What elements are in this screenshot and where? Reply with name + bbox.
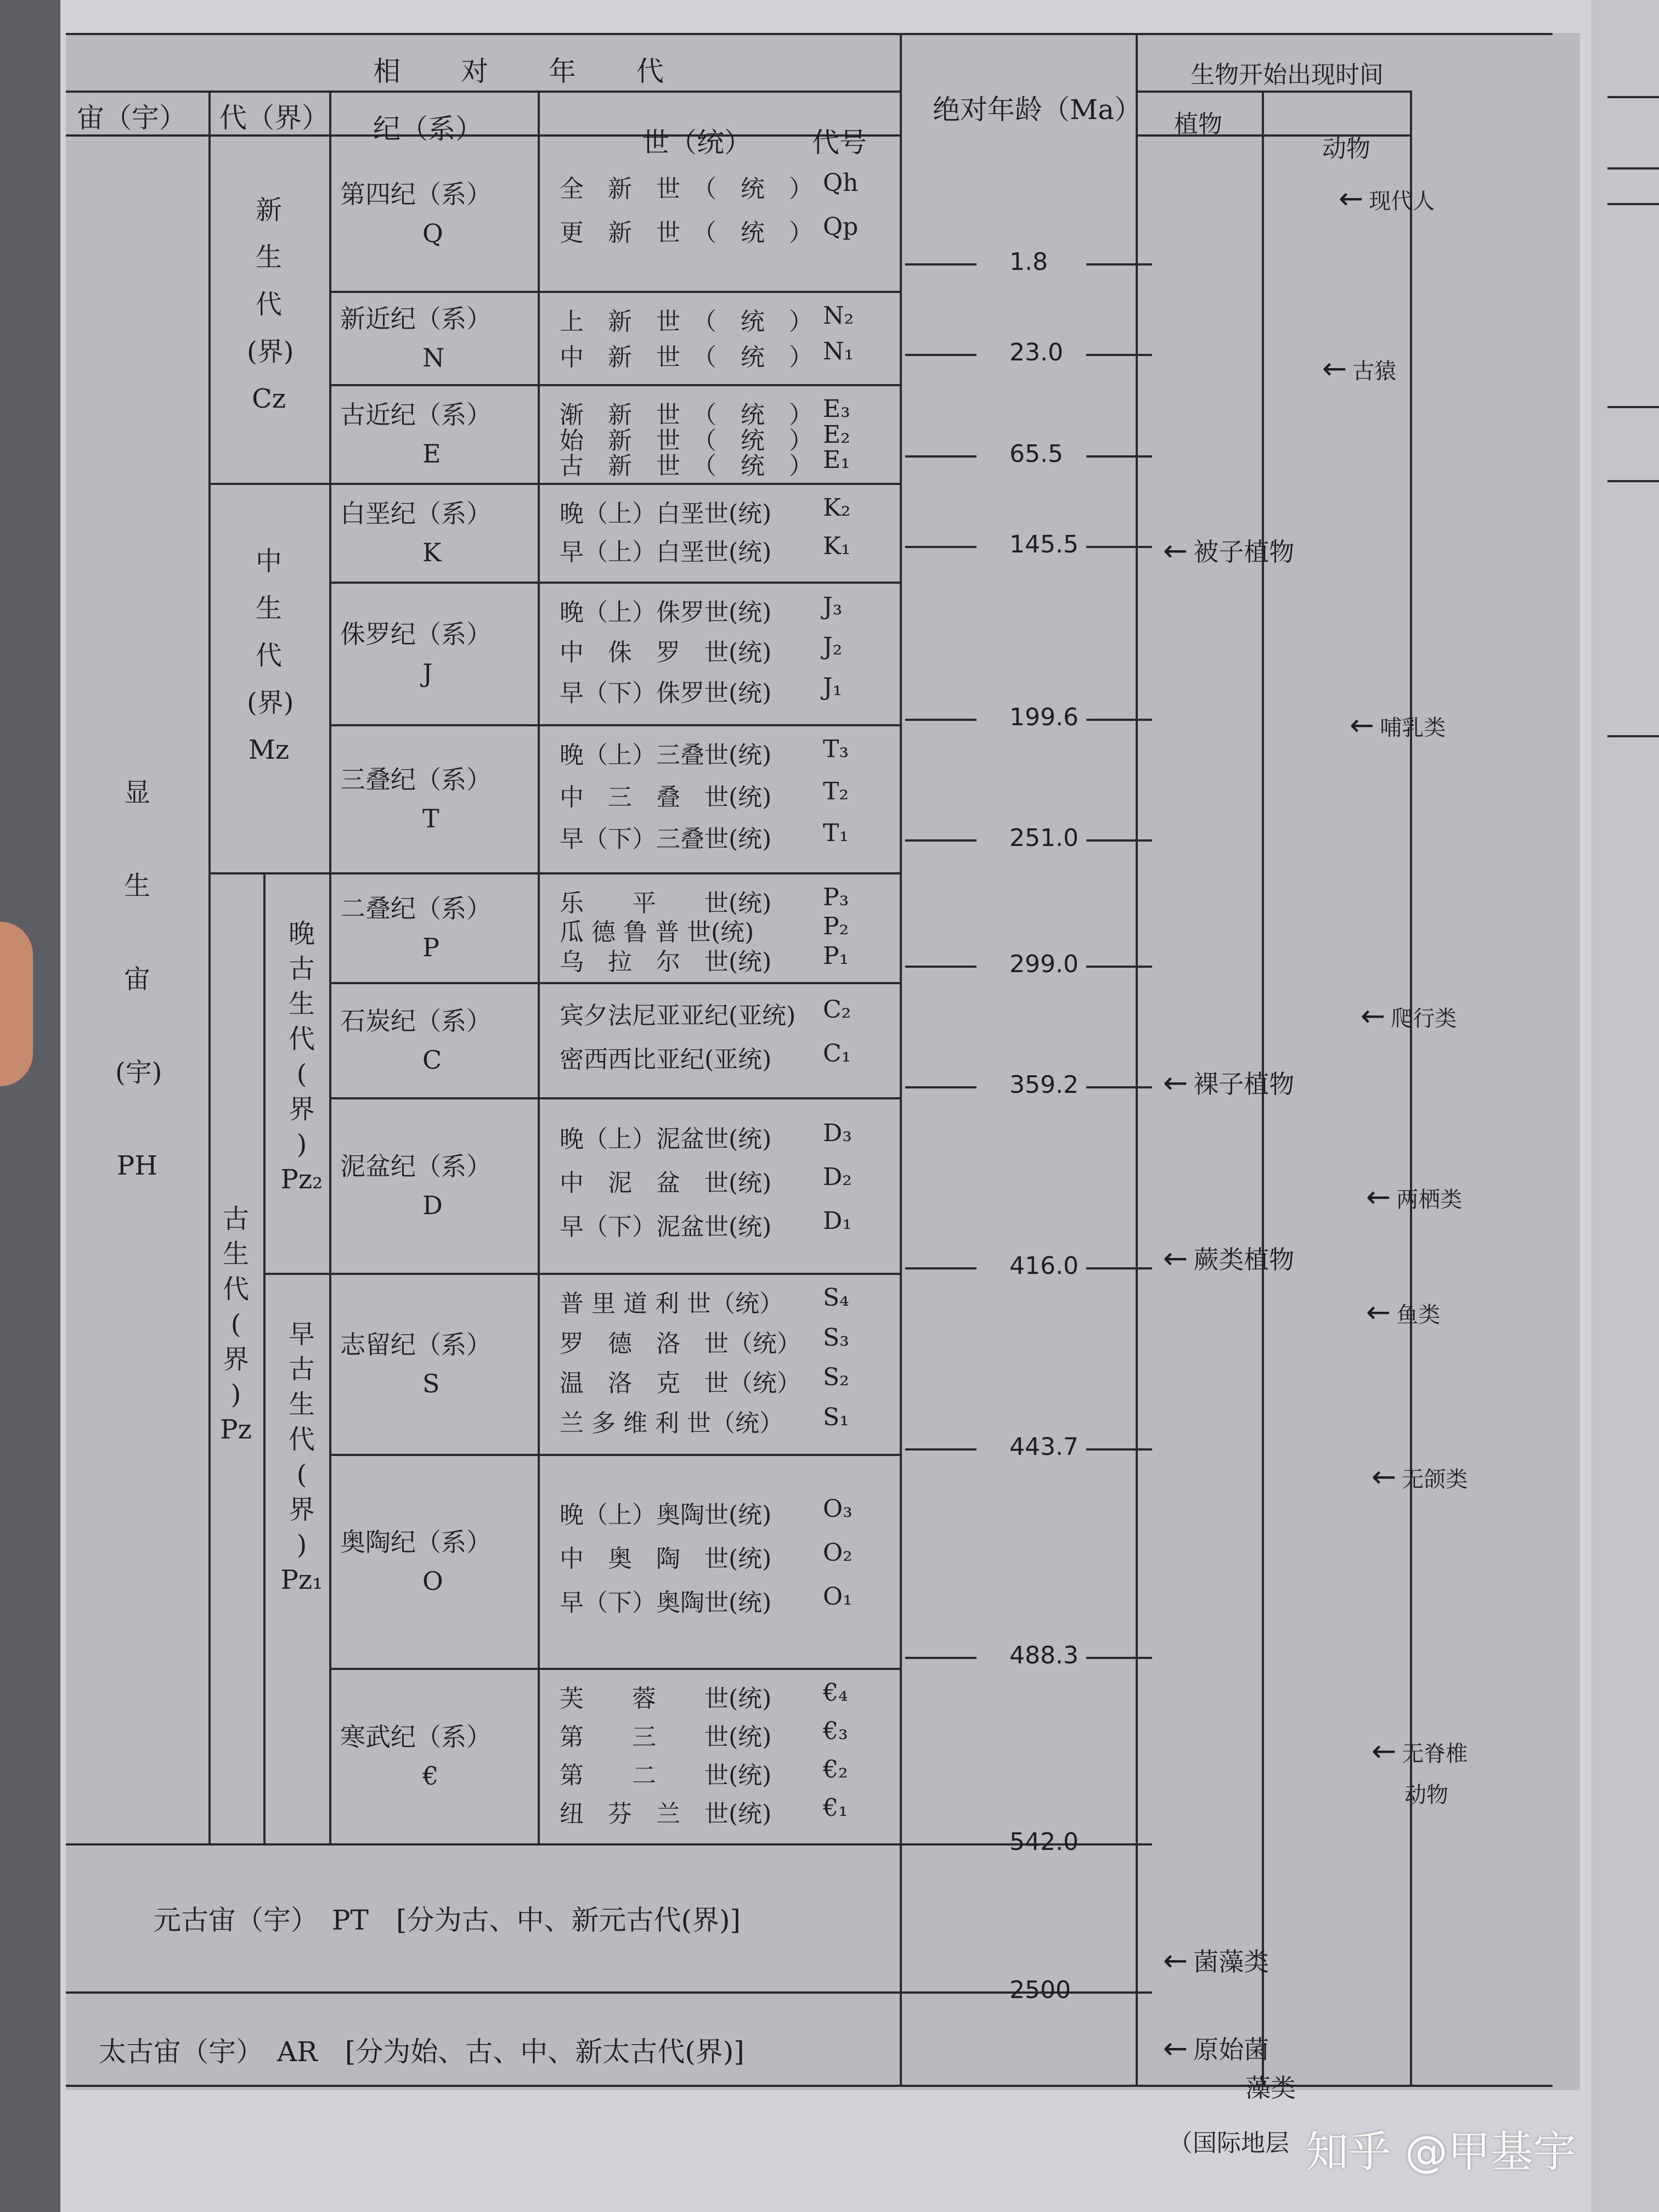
plant-label <box>1245 2068 1296 2104</box>
animal-label <box>1366 1180 1462 1214</box>
epoch-name: 第 二 世(统) <box>560 1762 772 1790</box>
animal-name: 古猿 <box>1352 359 1397 384</box>
era-char: ( <box>296 1459 307 1490</box>
epoch-code: P₂ <box>823 912 849 941</box>
plant-name: 菌藻类 <box>1193 1947 1269 1977</box>
table-border <box>263 872 266 1843</box>
epoch-name: 中 侏 罗 世(统) <box>560 639 772 667</box>
era-char: 生 <box>222 1239 249 1269</box>
header-epoch: 世（统） <box>642 127 752 159</box>
period-code: E <box>422 439 441 469</box>
epoch-code: N₂ <box>823 302 854 330</box>
epoch-code: C₁ <box>823 1040 851 1068</box>
period-code: € <box>422 1761 439 1791</box>
age-value: 2500 <box>1009 1976 1071 2004</box>
epoch-name: 上 新 世 （ 统 ） <box>560 308 813 336</box>
era-char: 代 <box>288 1024 315 1054</box>
header-era: 代（界） <box>219 102 329 134</box>
era-char: ) <box>296 1530 307 1560</box>
eon-phanerozoic <box>115 746 162 1212</box>
period-name: 第四纪（系） <box>340 179 492 209</box>
period-divider <box>329 384 900 386</box>
period-name: 泥盆纪（系） <box>340 1152 492 1181</box>
plant-label <box>1163 1064 1294 1101</box>
epoch-code: S₁ <box>823 1403 849 1431</box>
epoch-name: 密西西比亚纪(亚统) <box>560 1046 772 1074</box>
age-tick <box>1086 354 1152 356</box>
arrow-left-icon: ← <box>1361 998 1386 1033</box>
epoch-code: T₁ <box>823 819 849 848</box>
epoch-name: 晚（上）侏罗世(统) <box>560 599 772 627</box>
age-value: 251.0 <box>1009 824 1079 852</box>
arrow-left-icon: ← <box>1372 1459 1397 1494</box>
period-code: D <box>422 1190 443 1220</box>
era-char: 代 <box>288 1424 315 1455</box>
eon-char: 生 <box>123 871 150 901</box>
period-name: 三叠纪（系） <box>340 765 492 794</box>
era-char: (界) <box>247 336 294 367</box>
age-tick <box>1086 1086 1152 1088</box>
arrow-left-icon: ← <box>1163 533 1188 568</box>
period-name: 石炭纪（系） <box>340 1006 492 1036</box>
age-tick <box>905 546 977 548</box>
epoch-code: O₁ <box>823 1583 853 1611</box>
era-char: 新 <box>255 195 282 225</box>
header-period: 纪（系） <box>373 113 483 145</box>
age-tick <box>905 1657 977 1659</box>
table-border <box>66 91 900 93</box>
era-code: Pz₂ <box>280 1164 323 1195</box>
page-rule <box>1607 735 1659 737</box>
age-tick <box>905 263 977 266</box>
era-char: 生 <box>255 242 282 273</box>
era-code: Mz <box>248 735 290 765</box>
eon-proterozoic: 元古宙（宇） PT [分为古、中、新元古代(界)] <box>154 1904 741 1936</box>
period-divider <box>329 483 900 485</box>
epoch-code: T₃ <box>823 735 849 763</box>
period-divider <box>329 1454 900 1456</box>
animal-label <box>1350 708 1446 742</box>
animal-name: 无颌类 <box>1402 1467 1468 1492</box>
epoch-code: S₂ <box>823 1363 849 1391</box>
epoch-name: 乌 拉 尔 世(统) <box>560 947 772 976</box>
header-plants: 植物 <box>1174 110 1222 138</box>
era-code: Cz <box>251 383 286 414</box>
epoch-name: 纽 芬 兰 世(统) <box>560 1800 772 1828</box>
epoch-code: D₂ <box>823 1163 852 1191</box>
animal-label <box>1339 181 1435 216</box>
age-value: 416.0 <box>1009 1252 1079 1280</box>
animal-label <box>1372 1459 1468 1494</box>
period-divider <box>329 291 900 293</box>
age-tick <box>1086 1448 1152 1451</box>
age-value: 199.6 <box>1009 703 1079 731</box>
period-divider <box>329 1273 900 1275</box>
epoch-code: S₃ <box>823 1323 849 1352</box>
epoch-name: 晚（上）三叠世(统) <box>560 741 772 769</box>
source-note: （国际地层 <box>1169 2129 1289 2157</box>
animal-name: 两栖类 <box>1396 1187 1463 1212</box>
eon-char: 显 <box>123 777 150 808</box>
epoch-code: J₂ <box>823 633 843 661</box>
table-border <box>66 2085 1553 2087</box>
table-border <box>66 33 1553 35</box>
era-late-paleozoic <box>280 916 324 1197</box>
age-value: 542.0 <box>1009 1828 1079 1856</box>
era-code: Pz₁ <box>280 1565 323 1595</box>
plant-label <box>1163 532 1294 568</box>
period-divider <box>329 582 900 584</box>
eon-char: (宇) <box>115 1057 162 1088</box>
epoch-code: €₁ <box>823 1794 848 1822</box>
animal-label <box>1322 351 1396 386</box>
eon-code: PH <box>116 1150 158 1181</box>
epoch-code: E₁ <box>823 446 850 475</box>
era-char: ) <box>230 1379 241 1410</box>
epoch-code: €₄ <box>823 1679 848 1707</box>
animal-label <box>1404 1778 1448 1809</box>
epoch-code: K₁ <box>823 532 851 560</box>
adjacent-page <box>1591 0 1659 2212</box>
age-tick <box>1086 719 1152 721</box>
age-tick <box>1086 966 1152 968</box>
period-divider <box>329 872 900 874</box>
period-divider <box>329 1097 900 1099</box>
age-value: 145.5 <box>1009 531 1079 558</box>
era-char: 生 <box>255 593 282 624</box>
era-char: 古 <box>222 1204 249 1234</box>
epoch-name: 第 三 世(统) <box>560 1723 772 1751</box>
epoch-name: 早（上）白垩世(统) <box>560 538 772 566</box>
epoch-code: C₂ <box>823 996 851 1024</box>
epoch-name: 早（下）三叠世(统) <box>560 825 772 854</box>
epoch-code: O₃ <box>823 1495 853 1523</box>
period-divider <box>329 724 900 726</box>
animal-name: 哺乳类 <box>1380 715 1446 741</box>
period-code: J <box>422 658 433 688</box>
era-char: ( <box>230 1309 241 1340</box>
era-char: 生 <box>288 1389 315 1420</box>
header-relative-age: 相 对 年 代 <box>373 55 680 87</box>
epoch-code: D₁ <box>823 1207 852 1235</box>
epoch-name: 瓜 德 鲁 普 世(统) <box>560 918 754 947</box>
animal-name: 鱼类 <box>1396 1302 1441 1328</box>
epoch-name: 早（下）侏罗世(统) <box>560 679 772 707</box>
epoch-name: 始 新 世 （ 统 ） <box>560 426 813 455</box>
arrow-left-icon: ← <box>1366 1180 1391 1214</box>
photo-thumb <box>0 922 33 1086</box>
period-divider <box>329 982 900 984</box>
geologic-time-table <box>66 33 1580 2103</box>
epoch-code: S₄ <box>823 1284 849 1312</box>
age-tick <box>905 1086 977 1088</box>
table-border <box>66 134 900 137</box>
epoch-name: 乐 平 世(统) <box>560 889 772 917</box>
header-absolute-age: 绝对年龄（Ma） <box>933 94 1142 126</box>
animal-name: 动物 <box>1404 1782 1448 1808</box>
table-border <box>1136 33 1138 2085</box>
era-char: ( <box>296 1059 307 1090</box>
epoch-name: 更 新 世 （ 统 ） <box>560 218 813 247</box>
plant-name: 裸子植物 <box>1193 1069 1295 1099</box>
era-char: ) <box>296 1129 307 1160</box>
plant-name: 原始菌 <box>1193 2035 1269 2064</box>
animal-name: 现代人 <box>1369 189 1435 214</box>
era-char: 生 <box>288 989 315 1019</box>
epoch-name: 中 奥 陶 世(统) <box>560 1545 772 1573</box>
era-char: 早 <box>288 1319 315 1350</box>
plant-name: 被子植物 <box>1193 537 1295 567</box>
age-tick <box>1086 455 1152 458</box>
animal-label <box>1372 1734 1468 1768</box>
table-border <box>900 33 902 2085</box>
age-value: 23.0 <box>1009 338 1063 366</box>
age-tick <box>905 455 977 458</box>
animal-label <box>1366 1295 1440 1329</box>
period-name: 古近纪（系） <box>340 400 492 430</box>
period-name: 二叠纪（系） <box>340 894 492 923</box>
epoch-code: P₁ <box>823 941 849 970</box>
epoch-name: 兰 多 维 利 世（统） <box>560 1409 783 1437</box>
period-code: C <box>422 1045 442 1075</box>
age-tick <box>905 839 977 842</box>
arrow-left-icon: ← <box>1163 2031 1188 2066</box>
era-cenozoic <box>247 187 294 422</box>
plant-name: 藻类 <box>1245 2073 1296 2103</box>
animal-name: 无脊椎 <box>1402 1741 1468 1767</box>
plant-label <box>1163 1240 1294 1276</box>
era-char: (界) <box>247 687 294 718</box>
period-name: 志留纪（系） <box>340 1330 492 1359</box>
epoch-name: 中 新 世 （ 统 ） <box>560 343 813 371</box>
period-code: K <box>422 538 442 567</box>
period-code: T <box>422 804 439 833</box>
period-divider <box>329 1668 900 1670</box>
age-tick <box>1086 546 1152 548</box>
era-char: 代 <box>255 289 282 320</box>
era-char: 中 <box>255 546 282 577</box>
era-char: 界 <box>222 1344 249 1375</box>
era-mesozoic <box>247 538 294 774</box>
epoch-name: 渐 新 世 （ 统 ） <box>560 401 813 429</box>
age-tick <box>905 354 977 356</box>
era-early-paleozoic <box>280 1317 324 1598</box>
arrow-left-icon: ← <box>1350 708 1375 742</box>
age-tick <box>1086 1657 1152 1659</box>
period-name: 寒武纪（系） <box>340 1722 492 1752</box>
page-rule <box>1607 167 1659 170</box>
header-code: 代号 <box>812 127 867 159</box>
page-rule <box>1607 406 1659 408</box>
header-eon: 宙（宇） <box>77 102 187 134</box>
age-tick <box>1086 1267 1152 1269</box>
era-char: 代 <box>222 1274 249 1305</box>
epoch-code: K₂ <box>823 494 851 522</box>
epoch-code: Qh <box>823 168 859 197</box>
animal-label <box>1361 998 1457 1033</box>
plant-label <box>1163 1942 1269 1978</box>
age-tick <box>905 1448 977 1451</box>
epoch-code: €₃ <box>823 1717 848 1745</box>
arrow-left-icon: ← <box>1372 1734 1397 1768</box>
header-animals: 动物 <box>1322 135 1370 163</box>
epoch-name: 宾夕法尼亚亚纪(亚统) <box>560 1002 796 1030</box>
age-value: 359.2 <box>1009 1071 1079 1099</box>
age-value: 488.3 <box>1009 1641 1079 1669</box>
age-value: 1.8 <box>1009 248 1048 276</box>
epoch-name: 中 泥 盆 世(统) <box>560 1169 772 1197</box>
epoch-code: J₃ <box>823 592 843 620</box>
arrow-left-icon: ← <box>1163 1241 1188 1276</box>
period-code: O <box>422 1566 443 1596</box>
era-char: 界 <box>288 1094 315 1125</box>
plant-label <box>1163 2030 1269 2066</box>
age-value: 299.0 <box>1009 950 1079 978</box>
epoch-name: 普 里 道 利 世（统） <box>560 1290 783 1318</box>
epoch-code: €₂ <box>823 1756 848 1784</box>
age-tick <box>1086 839 1152 842</box>
epoch-name: 古 新 世 （ 统 ） <box>560 452 813 481</box>
age-tick <box>905 1991 977 1994</box>
age-tick <box>1086 263 1152 266</box>
epoch-code: E₃ <box>823 395 850 423</box>
eon-char: 宙 <box>123 964 150 995</box>
era-char: 古 <box>288 1354 315 1385</box>
age-tick <box>905 966 977 968</box>
period-code: N <box>422 343 445 373</box>
age-value: 443.7 <box>1009 1433 1079 1461</box>
epoch-name: 晚（上）白垩世(统) <box>560 500 772 528</box>
plant-name: 蕨类植物 <box>1193 1245 1295 1274</box>
epoch-name: 罗 德 洛 世（统） <box>560 1329 801 1358</box>
epoch-name: 晚（上）奥陶世(统) <box>560 1501 772 1529</box>
era-paleozoic <box>214 1201 258 1447</box>
epoch-name: 早（下）泥盆世(统) <box>560 1213 772 1241</box>
period-code: P <box>422 933 439 962</box>
zhihu-watermark: 知乎 @甲基宇 <box>1306 2128 1576 2177</box>
table-border <box>329 91 331 1843</box>
epoch-name: 中 三 叠 世(统) <box>560 783 772 811</box>
table-border <box>1136 91 1410 93</box>
period-name: 新近纪（系） <box>340 304 492 334</box>
epoch-name: 温 洛 克 世（统） <box>560 1369 801 1397</box>
table-border <box>538 91 540 1843</box>
page-rule <box>1607 96 1659 98</box>
epoch-code: E₂ <box>823 420 850 449</box>
epoch-name: 早（下）奥陶世(统) <box>560 1589 772 1617</box>
age-tick <box>1086 1991 1152 1994</box>
epoch-code: T₂ <box>823 777 849 805</box>
age-tick <box>905 719 977 721</box>
age-tick <box>905 1843 977 1846</box>
arrow-left-icon: ← <box>1322 351 1347 386</box>
period-name: 奥陶纪（系） <box>340 1527 492 1557</box>
epoch-name: 晚（上）泥盆世(统) <box>560 1125 772 1153</box>
arrow-left-icon: ← <box>1163 1943 1188 1978</box>
page-rule <box>1607 480 1659 482</box>
age-tick <box>905 1267 977 1269</box>
age-tick <box>1086 1843 1152 1846</box>
epoch-code: Qp <box>823 212 859 241</box>
table-border <box>208 91 211 1843</box>
period-code: S <box>422 1369 440 1398</box>
era-char: 晚 <box>288 918 315 949</box>
period-name: 侏罗纪（系） <box>340 619 492 649</box>
animal-name: 爬行类 <box>1391 1006 1457 1031</box>
era-code: Pz <box>220 1414 252 1445</box>
period-code: Q <box>422 218 443 248</box>
epoch-code: O₂ <box>823 1539 853 1567</box>
age-value: 65.5 <box>1009 440 1063 468</box>
epoch-name: 芙 蓉 世(统) <box>560 1685 772 1713</box>
period-name: 白垩纪（系） <box>340 499 492 528</box>
epoch-code: J₁ <box>823 673 843 701</box>
epoch-code: D₃ <box>823 1119 852 1147</box>
arrow-left-icon: ← <box>1163 1065 1188 1100</box>
epoch-code: N₁ <box>823 337 854 365</box>
era-char: 古 <box>288 953 315 984</box>
era-char: 代 <box>255 640 282 671</box>
arrow-left-icon: ← <box>1366 1295 1391 1329</box>
epoch-name: 全 新 世 （ 统 ） <box>560 174 813 203</box>
page-rule <box>1607 203 1659 205</box>
epoch-code: P₃ <box>823 883 849 911</box>
header-appearance: 生物开始出现时间 <box>1190 61 1384 89</box>
era-char: 界 <box>288 1494 315 1525</box>
arrow-left-icon: ← <box>1339 181 1364 216</box>
eon-archean: 太古宙（宇） AR [分为始、古、中、新太古代(界)] <box>99 2036 744 2068</box>
